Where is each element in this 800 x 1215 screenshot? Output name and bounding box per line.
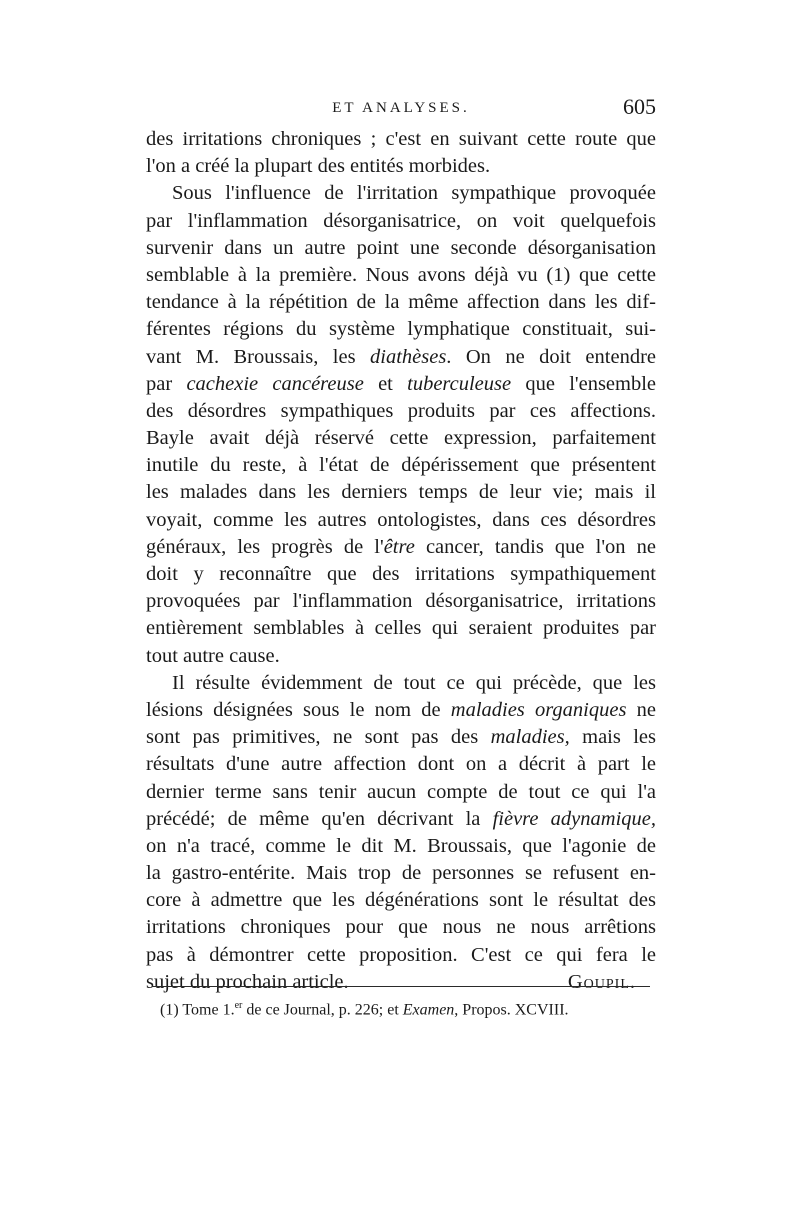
text-line: des irritations chroniques ; c'est en suivant cette route que (146, 128, 656, 150)
footnote-superscript: er (234, 1000, 243, 1011)
text-line: tendance à la répétition de la même affection dans les dif- (146, 291, 656, 314)
text-segment: . On ne doit entendre (446, 345, 656, 368)
italic-term: fièvre adynamique, (492, 807, 656, 830)
text-segment: lésions désignées sous le nom de (146, 698, 441, 721)
italic-term: tuberculeuse (407, 372, 512, 395)
text-line: provoquées par l'inflammation désorganisatrice, irritations (146, 590, 656, 613)
text-segment: et (378, 372, 393, 395)
text-segment: par (146, 372, 173, 395)
text-segment: que l'ensemble (525, 372, 656, 395)
page-number: 605 (623, 94, 656, 119)
header-title: ET ANALYSES. (332, 100, 470, 116)
text-line (146, 534, 656, 561)
text-line: core à admettre que les dégénérations sont le résultat des (146, 889, 656, 912)
text-line: semblable à la première. Nous avons déjà vu (1) que cette (146, 263, 656, 286)
text-line: voyait, comme les autres ontologistes, dans ces désordres (146, 508, 656, 531)
text-line: inutile du reste, à l'état de dépérissement que présentent (146, 454, 656, 477)
footnote (160, 1000, 656, 1019)
text-line: résultats d'une autre affection dont on a décrit à part le (146, 753, 656, 776)
text-segment: généraux, les progrès de l' (146, 535, 384, 558)
footnote-italic: Examen (402, 1001, 455, 1019)
text-segment: ne (636, 698, 656, 721)
text-segment: cancer, tandis que l'on ne (425, 535, 656, 558)
text-line (146, 724, 656, 751)
text-line (146, 371, 656, 398)
italic-term: maladies, (490, 726, 570, 749)
footnote-text: de ce Journal, p. 226; et (246, 1001, 399, 1019)
footnote-mark: (1) (160, 1001, 179, 1019)
closing-text: sujet du prochain article. (146, 970, 349, 993)
closing-line (146, 969, 656, 996)
footnote-text: Tome 1. (182, 1001, 235, 1019)
text-line: on n'a tracé, comme le dit M. Broussais, que l'agonie de (146, 834, 656, 857)
text-line: les malades dans les derniers temps de leur vie; mais il (146, 481, 656, 504)
text-line: l'on a créé la plupart des entités morbides. (146, 155, 491, 178)
body-text (146, 126, 656, 996)
text-line: Bayle avait déjà réservé cette expression, parfaitement (146, 427, 656, 450)
text-line: survenir dans un autre point une seconde désorganisation (146, 236, 656, 259)
text-line (146, 697, 656, 724)
text-line: doit y reconnaître que des irritations sympathiquement (146, 563, 656, 585)
text-line: irritations chroniques pour que nous ne nous arrêtions (146, 916, 656, 939)
text-line: entièrement semblables à celles qui seraient produites par (146, 617, 656, 640)
text-line: des désordres sympathiques produits par ces affections. (146, 399, 656, 422)
text-segment: vant M. Broussais, les (146, 345, 356, 368)
italic-term: diathèses (370, 345, 447, 368)
text-segment: mais les (582, 726, 656, 749)
footnote-text: , Propos. XCVIII. (454, 1001, 569, 1019)
text-segment: sont pas primitives, ne sont pas des (146, 726, 479, 749)
text-segment: précédé; de même qu'en décrivant la (146, 807, 481, 830)
text-line: dernier terme sans tenir aucun compte de tout ce qui l'a (146, 780, 656, 803)
text-line: pas à démontrer cette proposition. C'est ce qui fera le (146, 943, 656, 966)
running-header (146, 94, 656, 124)
footnote-divider (152, 986, 650, 987)
text-line (146, 806, 656, 833)
text-line: la gastro-entérite. Mais trop de personnes se refusent en- (146, 862, 656, 885)
text-line: férentes régions du système lymphatique constituait, sui- (146, 318, 656, 341)
text-line (146, 344, 656, 371)
text-line: Sous l'influence de l'irritation sympathique provoquée (172, 182, 656, 205)
italic-term: être (383, 535, 415, 558)
italic-term: maladies organiques (450, 698, 627, 721)
text-line: Il résulte évidemment de tout ce qui précède, que les (172, 671, 656, 694)
text-line: tout autre cause. (146, 644, 280, 667)
author-signature: Goupil. (567, 970, 636, 993)
text-line: par l'inflammation désorganisatrice, on voit quelquefois (146, 209, 656, 232)
italic-term: cachexie cancéreuse (186, 372, 364, 395)
